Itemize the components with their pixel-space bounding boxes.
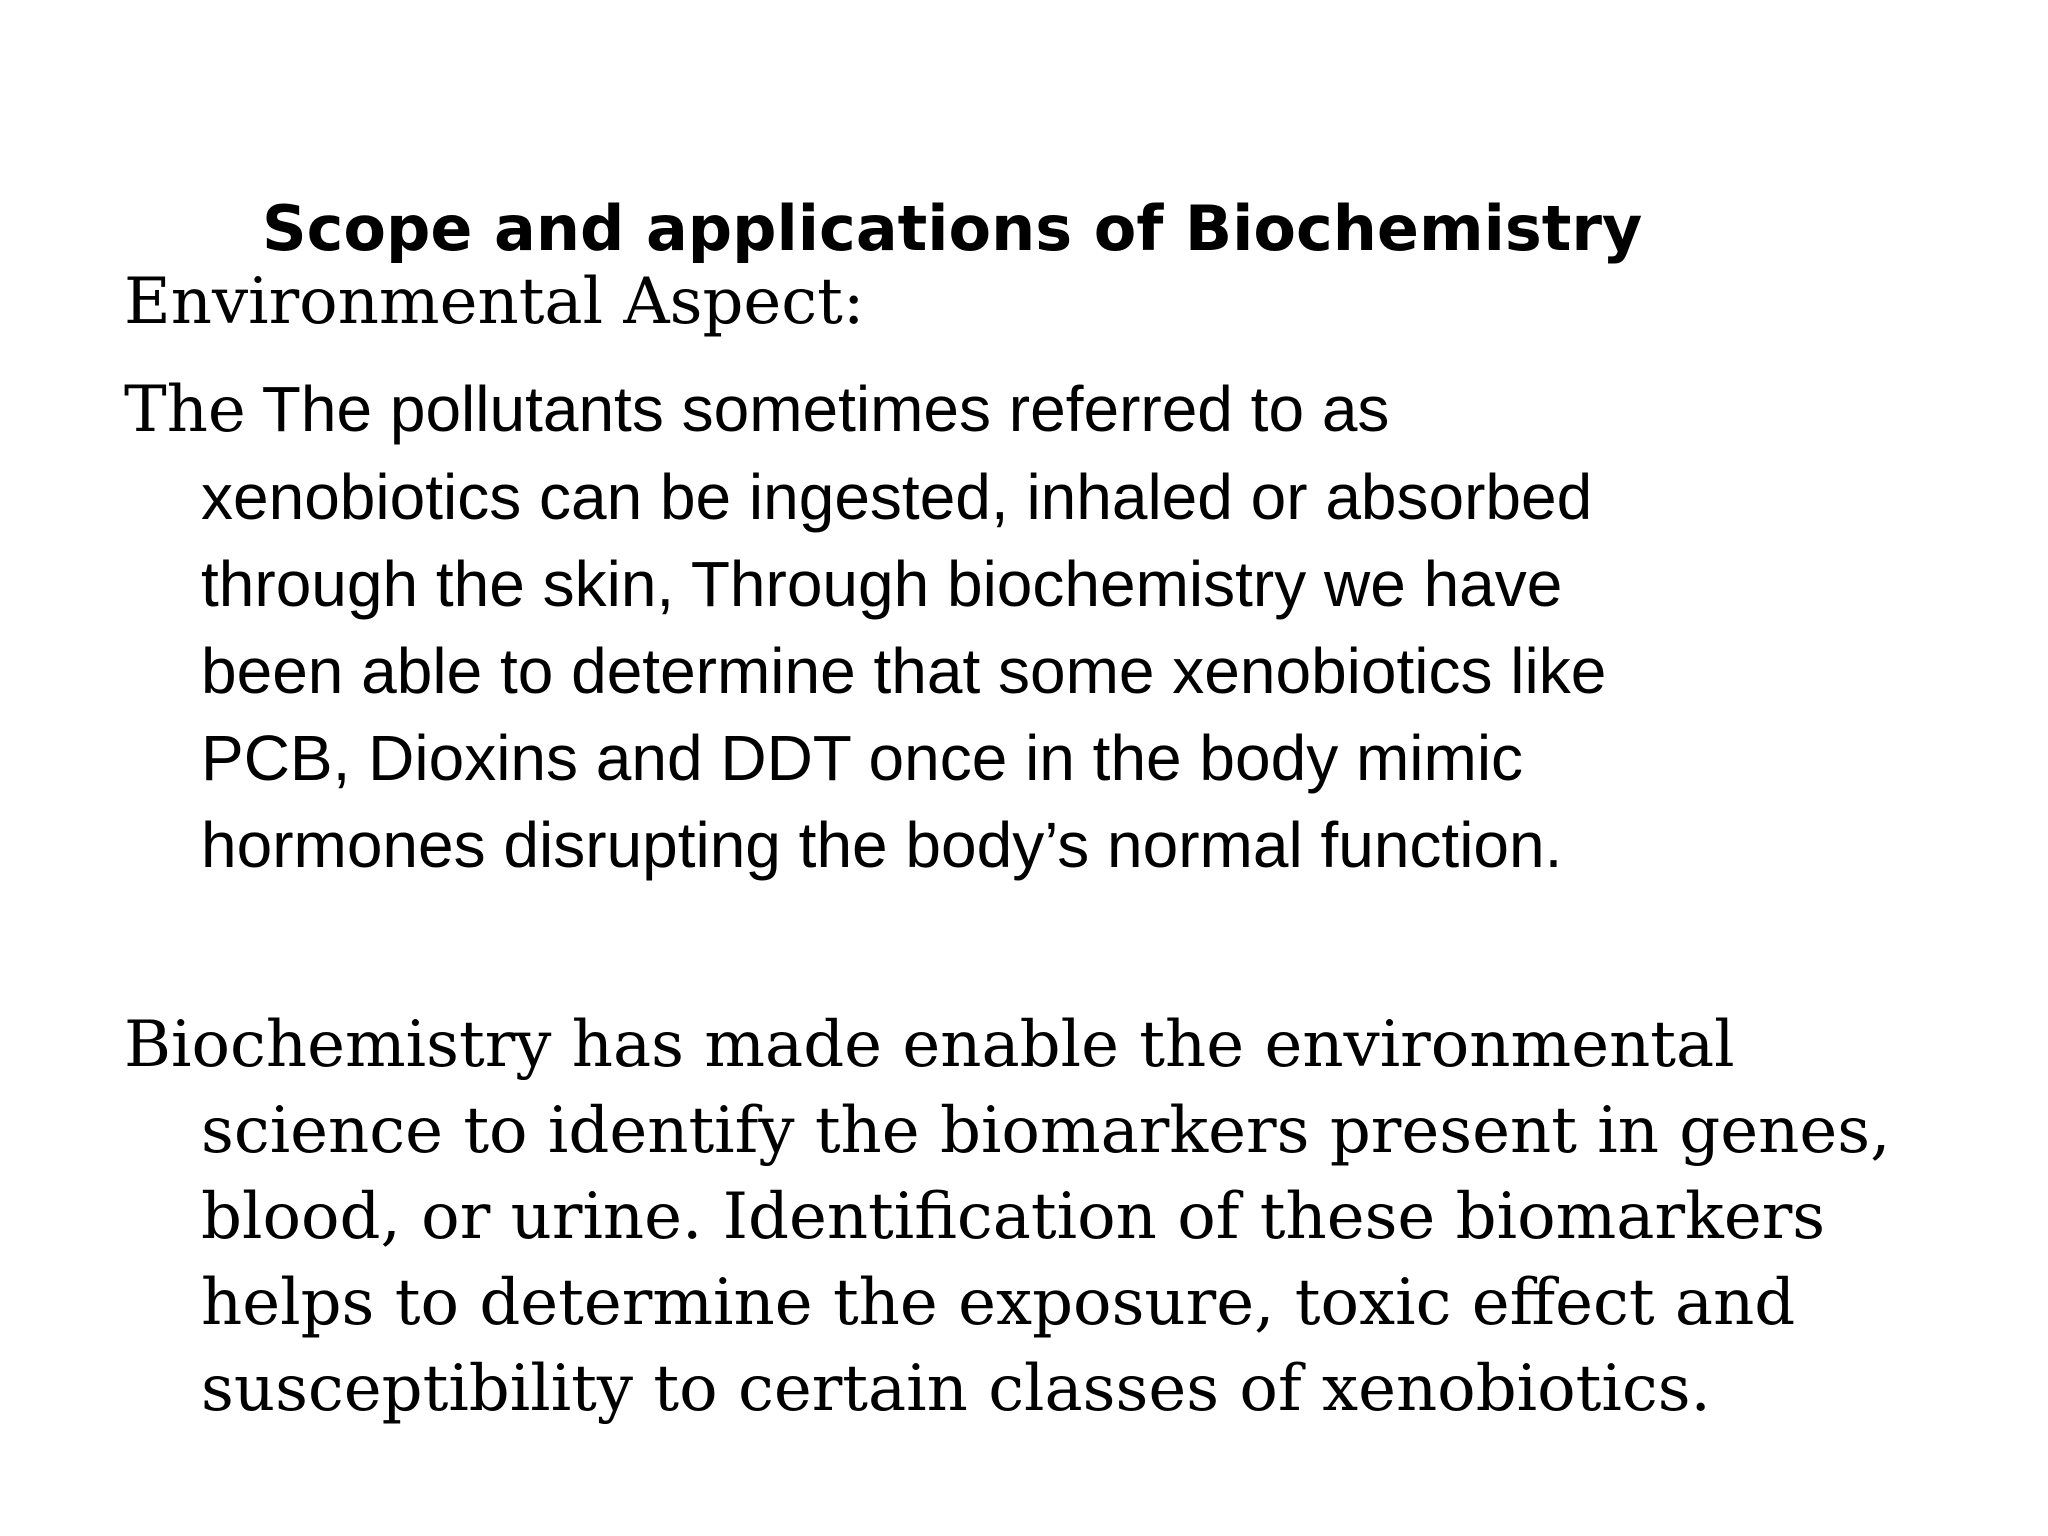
paragraph-line: Biochemistry has made enable the environmental	[124, 1008, 1735, 1082]
paragraph-pollutants	[124, 366, 1954, 889]
section-heading: Environmental Aspect:	[124, 265, 865, 339]
paragraph-line: been able to determine that some xenobiotics like	[201, 635, 1607, 707]
paragraph-line: blood, or urine. Identification of these biomarkers	[201, 1180, 1826, 1254]
paragraph-line: hormones disrupting the body’s normal function.	[201, 809, 1563, 881]
paragraph-line: science to identify the biomarkers present in genes,	[201, 1094, 1891, 1168]
paragraph-lead-word: The	[124, 373, 246, 447]
paragraph-biomarkers	[124, 1002, 2004, 1432]
paragraph-line	[124, 366, 1954, 454]
slide-title: Scope and applications of Biochemistry	[262, 192, 1643, 265]
paragraph-line: susceptibility to certain classes of xenobiotics.	[201, 1352, 1711, 1426]
paragraph-line: helps to determine the exposure, toxic effect and	[201, 1266, 1796, 1340]
paragraph-line: xenobiotics can be ingested, inhaled or absorbed	[201, 461, 1593, 533]
paragraph-line: PCB, Dioxins and DDT once in the body mimic	[201, 722, 1524, 794]
paragraph-line: through the skin, Through biochemistry we have	[201, 548, 1563, 620]
paragraph-line-text: The pollutants sometimes referred to as	[261, 373, 1390, 445]
